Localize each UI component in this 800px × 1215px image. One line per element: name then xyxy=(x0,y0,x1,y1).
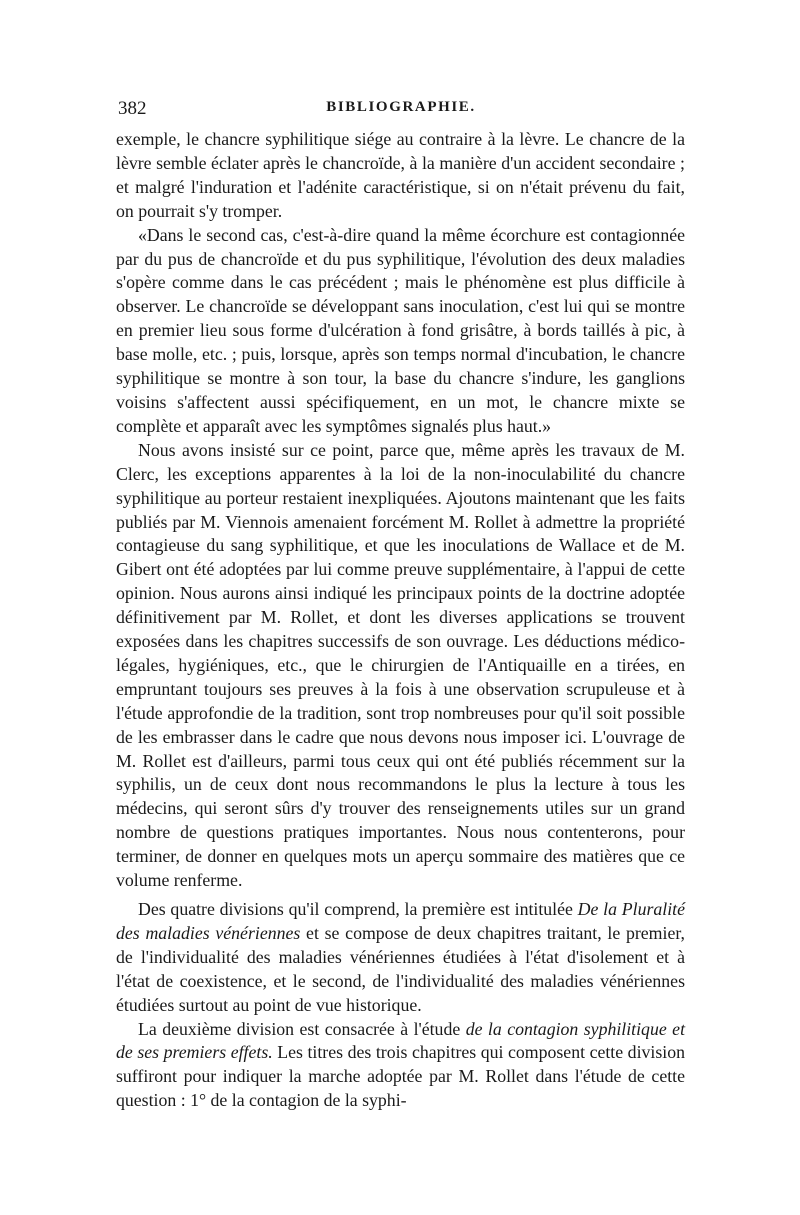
text-run: Des quatre divisions qu'il comprend, la première est intitulée xyxy=(138,899,578,919)
text-run: et se compose de deux chapitres traitant, le premier, de l'individualité des maladies vénériennes étudiées à l'état d'isolement et à l'état de coexistence, et le second, de l'individualité des maladies vénériennes étudiées surtout au point de vue historique. xyxy=(116,922,686,1015)
page-header xyxy=(118,98,684,126)
paragraph-second-division xyxy=(116,1018,685,1114)
division-title: De la Pluralité des maladies vénériennes xyxy=(116,899,685,943)
division-title: de la contagion syphilitique et de ses premiers effets. xyxy=(116,1018,686,1063)
paragraph-quote: «Dans le second cas, c'est-à-dire quand la même écorchure est contagionnée par du pus de chancroïde et du pus syphilitique, l'évolution des deux maladies s'opère comme dans le cas précédent ; mais le phénomène est plus difficile à observer. Le chancroïde se développant sans inoculation, c'est lui qui se montre en premier lieu sous forme d'ulcération à fond grisâtre, à bords taillés à pic, à base molle, etc. ; puis, lorsque, après son temps normal d'incubation, le chancre syphilitique se montre à son tour, la base du chancre s'indure, les ganglions voisins s'affectent aussi spécifiquement, en un mot, le chancre mixte se complète et apparaît avec les symptômes signalés plus haut.» xyxy=(116,224,685,436)
text-run: La deuxième division est consacrée à l'étude xyxy=(138,1018,466,1039)
paragraph-continuation: exemple, le chancre syphilitique siége au contraire à la lèvre. Le chancre de la lèvre semble éclater après le chancroïde, à la manière d'un accident secondaire ; et malgré l'induration et l'adénite caractéristique, si on n'était prévenu du fait, on pourrait s'y tromper. xyxy=(116,129,685,221)
text-run: Les titres des trois chapitres qui composent cette division suffiront pour indiquer la marche adoptée par M. Rollet dans l'étude de cette question : 1° de la contagion de la syphi- xyxy=(116,1042,685,1111)
page-number: 382 xyxy=(118,98,147,119)
paragraph-first-division xyxy=(116,898,685,1018)
running-head: BIBLIOGRAPHIE. xyxy=(326,99,476,115)
body-text xyxy=(116,128,685,1113)
paragraph-discussion: Nous avons insisté sur ce point, parce que, même après les travaux de M. Clerc, les exceptions apparentes à la loi de la non-inoculabilité du chancre syphilitique au porteur restaient inexpliquées. Ajoutons maintenant que les faits publiés par M. Viennois amenaient forcément M. Rollet à admettre la propriété contagieuse du sang syphilitique, et que les inoculations de Wallace et de M. Gibert ont été adoptées par lui comme preuve supplémentaire, à l'appui de cette opinion. Nous aurons ainsi indiqué les principaux points de la doctrine adoptée définitivement par M. Rollet, et dont les diverses applications se trouvent exposées dans les chapitres successifs de son ouvrage. Les déductions médico-légales, hygiéniques, etc., que le chirurgien de l'Antiquaille en a tirées, en empruntant toujours ses preuves à la fois à une observation scrupuleuse et à l'étude approfondie de la tradition, sont trop nombreuses pour qu'il soit possible de les embrasser dans le cadre que nous devons nous imposer ici. L'ouvrage de M. Rollet est d'ailleurs, parmi tous ceux qui ont été publiés récemment sur la syphilis, un de ceux dont nous recommandons le plus la lecture à tous les médecins, qui seront sûrs d'y trouver des renseignements utiles sur un grand nombre de questions pratiques importantes. Nous nous contenterons, pour terminer, de donner en quelques mots un aperçu sommaire des matières que ce volume renferme. xyxy=(116,439,685,891)
